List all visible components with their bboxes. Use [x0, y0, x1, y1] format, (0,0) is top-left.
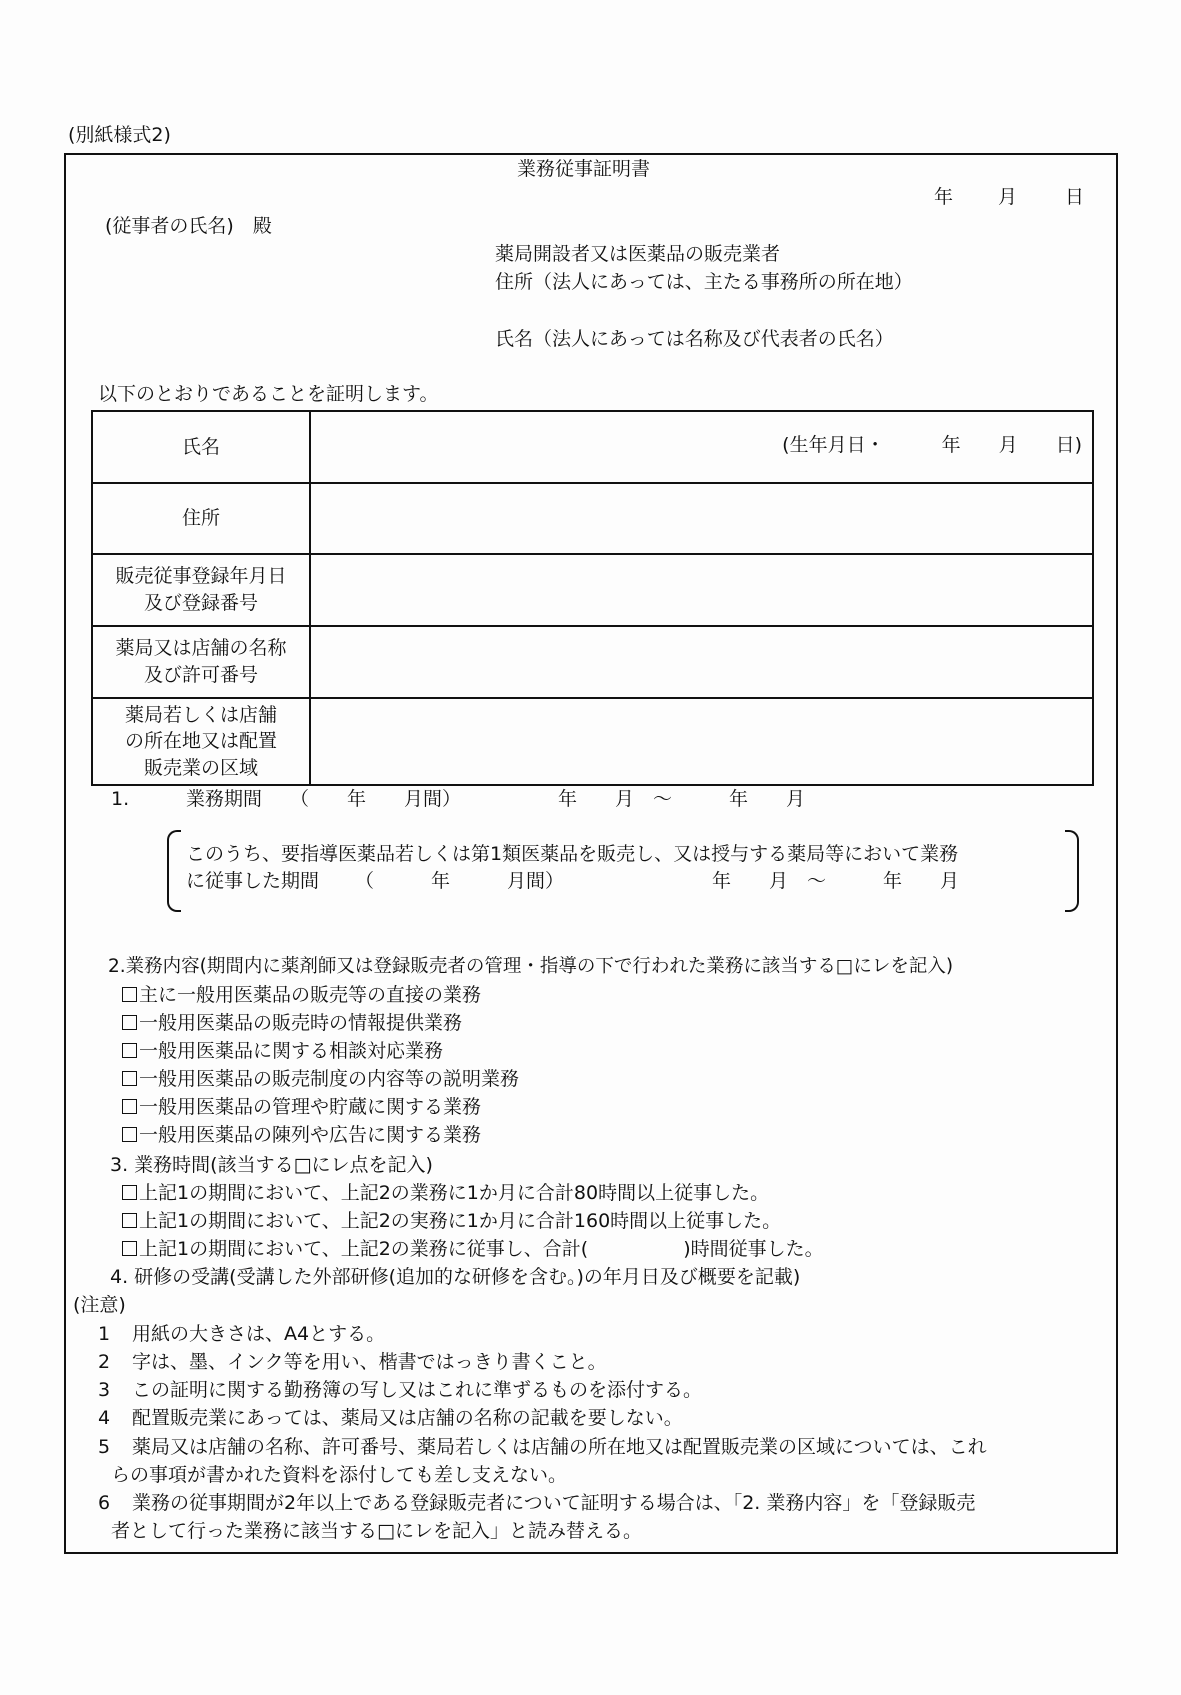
section4-heading: 4. 研修の受講(受講した外部研修(追加的な研修を含む。)の年月日及び概要を記載) [110, 1266, 801, 1288]
work-content-item[interactable]: 一般用医薬品の管理や貯蔵に関する業務 [122, 1098, 481, 1117]
issuer-address: 住所（法人にあっては、主たる事務所の所在地） [495, 271, 913, 293]
checkbox[interactable] [122, 1043, 137, 1058]
checkbox[interactable] [122, 1071, 137, 1086]
work-content-item[interactable]: 一般用医薬品の陳列や広告に関する業務 [122, 1126, 481, 1145]
work-content-item[interactable]: 一般用医薬品の販売時の情報提供業務 [122, 1014, 462, 1033]
table-row-store-name [92, 626, 1093, 698]
checkbox[interactable] [122, 1015, 137, 1030]
checkbox[interactable] [122, 1213, 137, 1228]
value-name[interactable] [310, 411, 1093, 483]
left-bracket [167, 830, 181, 912]
section3-heading: 3. 業務時間(該当する□にレ点を記入) [110, 1154, 433, 1176]
label-registration: 販売従事登録年月日 及び登録番号 [92, 554, 310, 626]
value-address[interactable] [310, 483, 1093, 554]
section1-number: 1. [111, 788, 130, 810]
label-store-name: 薬局又は店舗の名称 及び許可番号 [92, 626, 310, 698]
sub-period-text: このうち、要指導医薬品若しくは第1類医薬品を販売し、又は授与する薬局等において業務 [186, 843, 959, 865]
label-name: 氏名 [92, 411, 310, 483]
form-label: (別紙様式2) [68, 124, 171, 146]
value-store-name[interactable] [310, 626, 1093, 698]
work-hours-item[interactable]: 上記1の期間において、上記2の業務に従事し、合計( )時間従事した。 [122, 1240, 824, 1259]
work-content-item[interactable]: 一般用医薬品に関する相談対応業務 [122, 1042, 443, 1061]
certify-statement: 以下のとおりであることを証明します。 [98, 383, 439, 405]
right-bracket [1065, 830, 1079, 912]
section2-heading: 2.業務内容(期間内に薬剤師又は登録販売者の管理・指導の下で行われた業務に該当する□にレを記入) [108, 956, 954, 977]
value-registration[interactable] [310, 554, 1093, 626]
document-title: 業務従事証明書 [517, 158, 651, 180]
issuer-title: 薬局開設者又は医薬品の販売業者 [495, 243, 781, 265]
section1-label: 業務期間 [186, 788, 263, 810]
section1-range: 年 月 ～ 年 月 [558, 788, 806, 810]
work-content-item[interactable]: 一般用医薬品の販売制度の内容等の説明業務 [122, 1070, 519, 1089]
date-month: 月 [998, 186, 1018, 208]
sub-period-label: に従事した期間 [186, 870, 320, 892]
section1-period: （ 年 月間） [290, 788, 462, 810]
sub-period-duration: （ 年 月間） [355, 870, 565, 892]
info-table [91, 410, 1094, 786]
label-address: 住所 [92, 483, 310, 554]
table-row-store-location [92, 698, 1093, 785]
checkbox[interactable] [122, 1099, 137, 1114]
table-row-name [92, 411, 1093, 483]
birthdate-note: (生年月日・ 年 月 日) [782, 434, 1082, 456]
work-content-item[interactable]: 主に一般用医薬品の販売等の直接の業務 [122, 986, 481, 1005]
notes-heading: (注意) [73, 1294, 126, 1316]
issuer-name: 氏名（法人にあっては名称及び代表者の氏名） [495, 328, 894, 350]
table-row-registration [92, 554, 1093, 626]
table-row-address [92, 483, 1093, 554]
addressee: (従事者の氏名) 殿 [105, 215, 272, 237]
checkbox[interactable] [122, 1127, 137, 1142]
work-hours-item[interactable]: 上記1の期間において、上記2の実務に1か月に合計160時間以上従事した。 [122, 1212, 781, 1231]
label-store-location: 薬局若しくは店舗 の所在地又は配置 販売業の区域 [92, 698, 310, 785]
value-store-location[interactable] [310, 698, 1093, 785]
checkbox[interactable] [122, 987, 137, 1002]
date-day: 日 [1065, 186, 1085, 208]
checkbox[interactable] [122, 1241, 137, 1256]
checkbox[interactable] [122, 1185, 137, 1200]
sub-period-range: 年 月 ～ 年 月 [712, 870, 960, 892]
work-hours-item[interactable]: 上記1の期間において、上記2の業務に1か月に合計80時間以上従事した。 [122, 1184, 769, 1203]
date-year: 年 [934, 186, 954, 208]
